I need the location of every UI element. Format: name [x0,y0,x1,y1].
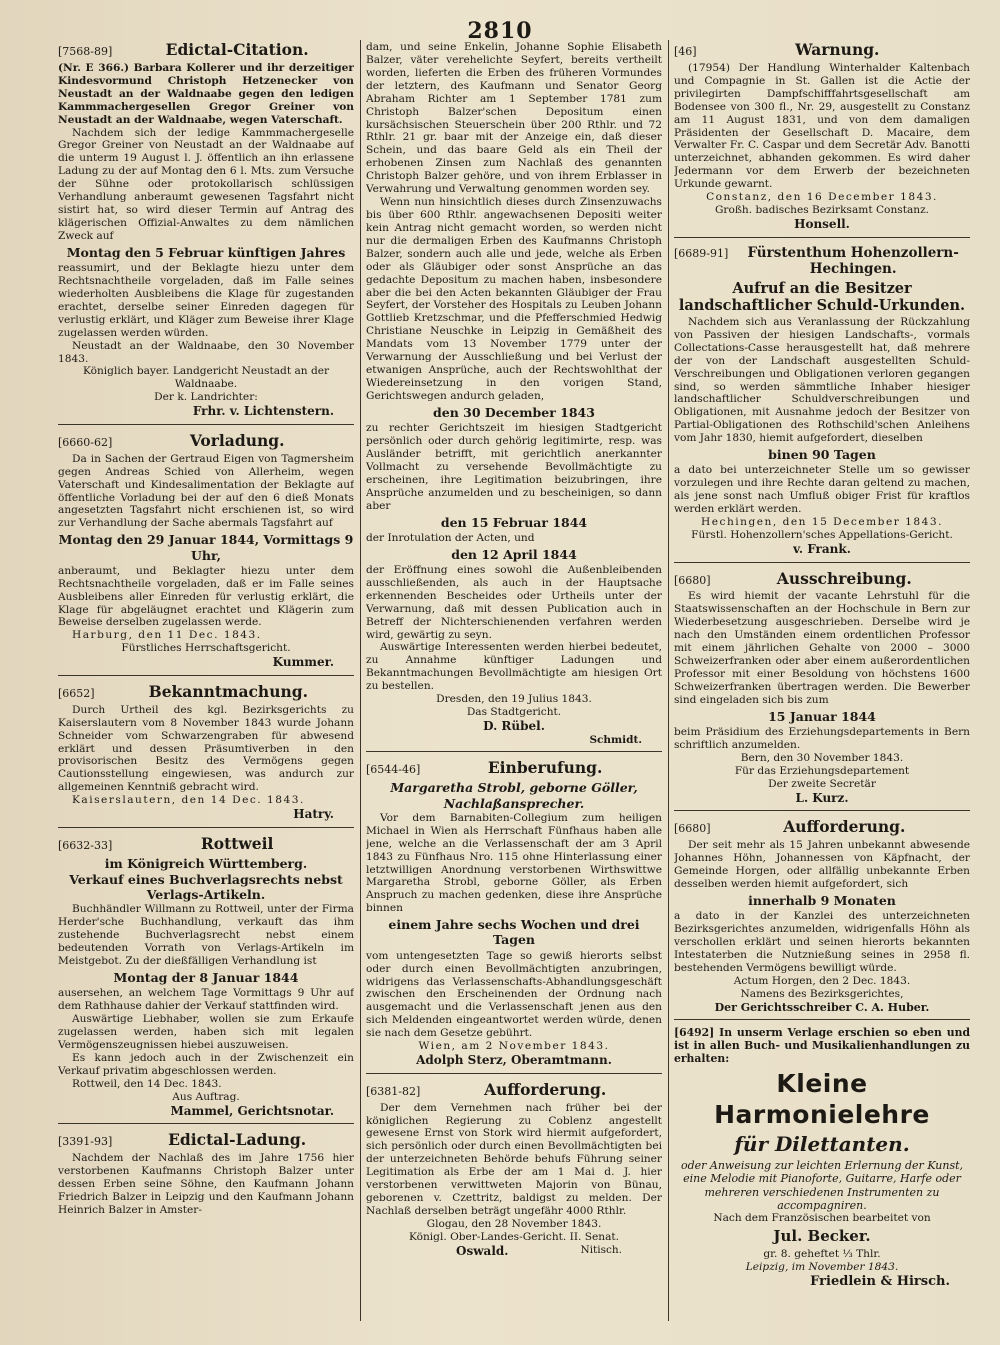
advert-author: Jul. Becker. [773,1227,871,1246]
notice-title: Warnung. [795,40,880,59]
notice-number: [3391-93] [58,1135,113,1149]
notice-court: Für das Erziehungsdepartement [734,764,910,777]
notice-title: Aufforderung. [484,1079,607,1099]
notice-subtitle: Aufruf an die Besitzer landschaftlicher Schuld-Urkunden. [678,279,966,315]
notice-signature: Hatry. [293,807,334,822]
advert-price: gr. 8. geheftet ⅓ Thlr. [763,1247,881,1260]
notice-number: [6660-62] [58,435,113,449]
notice-signature: Der Gerichtsschreiber C. A. Huber. [714,1000,930,1014]
notice-edictal-ladung [58,1128,354,1217]
column-rule [360,40,361,1321]
notice-number: [6381-82] [366,1084,421,1098]
notice-rottweil [58,832,354,1124]
notice-signature: Adolph Sterz, Oberamtmann. [416,1053,612,1068]
notice-number: [6544-46] [366,763,421,777]
notice-place: Constanz, den 16 December 1843. [706,191,938,204]
notice-subtitle: Verkauf eines Buchverlagsrechts nebst Verlags-Artikeln. [69,871,343,903]
notice-date: 15 Januar 1844 [768,708,876,724]
notice-date: innerhalb 9 Monaten [748,892,896,908]
notice-intro: (Nr. E 366.) Barbara Kollerer und ihr derzeitiger Kindesvormund Christoph Hetzenecker von Neustadt an der Waldnaabe gegen den ledigen Kammmachergesellen Gregor Greiner von Neustadt an der Waldnaabe, wegen Vaterschaft. [58,61,354,126]
notice-body: ausersehen, an welchem Tage Vormittags 9 Uhr auf dem Rathhause dahier der Verkauf stattfinden wird. [58,987,354,1013]
notice-body: Auswärtige Interessenten werden hierbei bedeutet, zu Annahme künftiger Ladungen und Bekanntmachungen Bevollmächtigte am hiesigen Ort zu bestellen. [366,641,662,693]
notice-aufforderung-stork [366,1078,662,1259]
notice-title: Rottweil [200,833,274,853]
notice-role: Der k. Landrichter: [154,391,258,404]
notice-court: Königlich bayer. Landgericht Neustadt an der Waldnaabe. [82,365,330,391]
notice-place: Dresden, den 19 Julius 1843. [436,693,592,706]
notice-court: Das Stadtgericht. [466,706,562,719]
notice-hohenzollern [674,242,970,563]
notice-body: a dato bei unterzeichneter Stelle um so gewisser vorzulegen und ihre Rechte daran geltend zu machen, als jene sonst nach Umfluß obiger Frist für kraftlos werden erklärt werden. [674,464,970,516]
notice-body: der Inrotulation der Acten, und [366,531,535,544]
notice-body: Vor dem Barnabiten-Collegium zum heiligen Michael in Wien als Herrschaft Fünfhaus haben alle jene, welche an die Verlassenschaft der am 3 April 1843 zu Fünfhaus Nro. 115 ohne Hinterlassung einer letztwilligen Anordnung verstorbenen Wirthswittwe Margaretha Strobl, geborne Göller, als Erben Anspruch zu machen gedenken, diese ihre Ansprüche binnen [366,811,662,915]
notice-title: Edictal-Citation. [165,40,309,59]
notice-body: vom untengesetzten Tage so gewiß hierorts selbst oder durch einen Bevollmächtigten anzubringen, widrigens das Verlassenschafts-Abhandlungsgeschäft zwischen den Erscheinenden der Ordnung nach ausgemacht und die Verlassenschaft jenen aus den sich Meldenden eingeantwortet werden würde, denen sie nach dem Gesetze gebührt. [366,949,662,1040]
notice-number: [46] [674,45,697,58]
notice-signature: Mammel, Gerichtsnotar. [170,1103,334,1118]
advert-title: Kleine Harmonielehre [714,1069,930,1129]
notice-title: Vorladung. [189,430,285,450]
notice-body: Wenn nun hinsichtlich dieses durch Zinsenzuwachs bis über 600 Rthlr. angewachsenen Depositi weiter kein Antrag nicht gemacht worden, so werden nicht nur die dermaligen Erben des Kaufmanns Christoph Balzer, sondern auch alle und jede, welche als Erben oder als Gläubiger oder sonst Ansprüche an das gedachte Depositum zu machen haben, insbesondere aber die bei den Acten bekannten Gläubiger der Frau Seyfert, der Vorsteher des Hospitals zu Leuben Johann Gottlieb Kretzschmar, und die Pfefferschmied Hedwig Christiane Neuschke in Leipzig in Gemäßheit des Mandats vom 13 November 1779 unter der Verwarnung der Ausschließung und bei Verlust der etwanigen Ansprüche, auch der Rechtswohlthat der Wiedereinsetzung in den vorigen Stand, Gerichtswegen andurch geladen, [366,196,662,402]
column-middle [366,38,662,1325]
notice-signature: Honsell. [794,216,850,231]
notice-date: den 15 Februar 1844 [440,514,588,530]
notice-court: Aus Auftrag. [172,1090,240,1103]
advert-harmonielehre [674,1024,970,1289]
notice-body: dam, und seine Enkelin, Johanne Sophie Elisabeth Balzer, väter verehelichte Seyfert, bereits vertheilt worden, lieferten die Erben des früheren Vormundes der letztern, des Kaufmann und Senator Georg Abraham Richter am 1 September 1781 zum Christoph Balzer'schen Depositum einen kursächsischen Steuerschein über 200 Rthlr. und 72 Rthlr. 21 gr. baar mit der Anzeige ein, daß dieser Schein, und das baare Geld als ein Theil der erhobenen Zinsen zum Nachlaß des genannten Christoph Balzer gehöre, und von ihrem Erblasser in Verwahrung und Verwaltung genommen worden sey. [366,41,662,196]
notice-aufforderung-hoehn [674,815,970,1020]
notice-date: Montag den 29 Januar 1844, Vormittags 9 Uhr, [58,532,354,563]
notice-number: [6632-33] [58,838,113,852]
notice-number: [7568-89] [58,45,113,58]
advert-subtitle: für Dilettanten. [734,1132,910,1157]
notice-signature: Kummer. [272,655,334,670]
notice-body: Durch Urtheil des kgl. Bezirksgerichts zu Kaiserslautern vom 8 November 1843 wurde Johann Schneider vom Schwarzengraben für abwesend erklärt und dessen Präsumtiverben in den provisorischen Besitz des Vermögens gegen Cautionsstellung eingewiesen, was andurch zur allgemeinen Kenntniß gebracht wird. [58,703,354,794]
notice-signature: v. Frank. [793,541,851,556]
notice-place: Actum Horgen, den 2 Dec. 1843. [733,974,911,987]
notice-body: Es kann jedoch auch in der Zwischenzeit ein Verkauf privatim abgeschlossen werden. [58,1051,354,1077]
advert-place: Leipzig, im November 1843. [745,1260,899,1273]
notice-date: den 30 December 1843 [433,404,595,420]
notice-date: den 12 April 1844 [451,546,577,562]
notice-body: Da in Sachen der Gertraud Eigen von Tagmersheim gegen Andreas Schied von Allerheim, wegen Vaterschaft und Kindesalimentation der Beklagte auf öffentliche Vorladung bei der auf den 6 dieß Monats angesetzten Tagsfahrt nicht erschienen ist, so wird zur Verhandlung der Sache abermals Tagsfahrt auf [58,452,354,530]
column-left [58,38,354,1325]
notice-body: Auswärtige Liebhaber, wollen sie zum Erkaufe zugelassen werden, haben sich mit legalen Vermögenszeugnissen hiebei auszuweisen. [58,1013,354,1051]
notice-number: [6680] [674,573,711,587]
notice-number: [6689-91] [674,246,729,260]
notice-place: Hechingen, den 15 December 1843. [701,516,943,529]
notice-body: Der seit mehr als 15 Jahren unbekannt abwesende Johannes Höhn, Johannessen von Käpfnacht, der Gemeinde Horgen, oder allfällig unbekannte Erben desselben werden hiemit aufgefordert, sich [674,839,970,890]
notice-body: Es wird hiemit der vacante Lehrstuhl für die Staatswissenschaften an der Hochschule in Bern zur Wiederbesetzung ausgeschrieben. Derselbe wird je nach den Umständen einem ordentlichen Professor mit einem jährlichen Gehalte von 2000 – 3000 Schweizerfranken oder aber einem außerordentlichen Professor mit einer Besoldung von höchstens 1600 Schweizerfranken übertragen werden. Die Bewerber sind eingeladen sich bis zum [674,590,970,706]
notice-place: Rottweil, den 14 Dec. 1843. [72,1077,222,1090]
notice-number: [6652] [58,686,95,700]
notice-role: Der zweite Secretär [768,777,876,790]
notice-signature: L. Kurz. [795,790,849,805]
notice-bekanntmachung [58,680,354,828]
notice-body: Nachdem sich der ledige Kammmachergeselle Gregor Greiner von Neustadt an der Waldnaabe auf die unterm 19 August l. J. öffentlich an ihn erlassene Ladung zu der auf Montag den 6 l. Mts. zum Versuche der Sühne oder protokollarisch schlüssigen Verhandlung anberaumt gewesenen Tagsfahrt nicht sistirt hat, so wird dieser Termin auf Antrag des klägerischen Offizial-Anwaltes zu dem nämlichen Zweck auf [58,126,354,242]
notice-title: Ausschreibung. [776,568,912,588]
notice-body: Der dem Vernehmen nach früher bei der königlichen Regierung zu Coblenz angestellt gewesene Ernst von Stork wird hiermit aufgefordert, sich persönlich oder durch einen Bevollmächtigten bei der unterzeichneten Behörde behufs Führung seiner Legitimation als Erbe der am 1 Mai d. J. hier verstorbenen verwittweten Majorin von Bünau, geborenen v. Czettritz, baldigst zu melden. Der Nachlaß derselben beträgt ungefähr 4000 Rthlr. [366,1101,662,1217]
notice-signature: Nitisch. [580,1243,622,1256]
notice-signature: D. Rübel. [483,719,545,733]
notice-body: beim Präsidium des Erziehungsdepartements in Bern schriftlich anzumelden. [674,725,970,751]
notice-body: der Eröffnung eines sowohl die Außenbleibenden ausschließenden, als auch in der Hauptsache erkennenden Bescheides oder Urtheils unter der Verwarnung, daß mit dessen Publication auch in Betreff der Nichterschienenden verfahren werden wird, gewärtig zu seyn. [366,563,662,641]
notice-title: Einberufung. [487,758,603,778]
notice-edictal-ladung-continued [366,38,662,752]
notice-edictal-citation [58,38,354,425]
notice-date: einem Jahre sechs Wochen und drei Tagen [388,917,640,948]
advert-after: Nach dem Französischen bearbeitet von [713,1212,931,1225]
notice-date: Montag den 5 Februar künftigen Jahres [66,244,346,260]
notice-body: reassumirt, und der Beklagte hiezu unter dem Rechtsnachtheile vorgeladen, daß im Falle seines wiederholten Ausbleibens die Klage für zugestanden erachtet, derselbe seiner Einreden dagegen für verlustig erklärt, und Kläger zum Beweise ihrer Klage zugelassen werden würden. [58,262,354,339]
advert-description: oder Anweisung zur leichten Erlernung der Kunst, eine Melodie mit Pianoforte, Guitarre, Harfe oder mehreren verschiedenen Instrumenten zu accompagniren. [680,1158,964,1213]
page-number: 2810 [467,18,533,44]
notice-signature: Oswald. [456,1243,509,1258]
notice-subtitle: Margaretha Strobl, geborne Göller, Nachlaßansprecher. [390,780,638,811]
notice-body: Nachdem sich aus Veranlassung der Rückzahlung von Passiven der hiesigen Landschafts-, vormals Collectations-Casse herausgestellt hat, daß mehrere der von der Landschaft ausgestellten Schuld-Verschreibungen und Obligationen verloren gegangen sind, so werden sämmtliche Inhaber hiesiger landschaftlicher Schuldverschreibungen und Obligationen, mit Ausnahme jedoch der Besitzer von Partial-Obligationen des Rothschild'schen Anleihens vom Jahr 1830, hiemit aufgefordert, dieselben [674,315,970,445]
notice-body: zu rechter Gerichtszeit im hiesigen Stadtgericht persönlich oder durch gehörig legitimirte, resp. was Ausländer betrifft, mit gerichtlich anerkannter Vollmacht zu versehende Bevollmächtigte zu erscheinen, ihre Legitimation beizubringen, ihre Ansprüche anzumelden und zu bescheinigen, so dann aber [366,422,662,512]
notice-place: Neustadt an der Waldnaabe, den 30 November 1843. [58,339,354,365]
notice-title: Fürstenthum Hohenzollern-Hechingen. [747,244,959,278]
advert-intro-text: In unserm Verlage erschien so eben und ist in allen Buch- und Musikalienhandlungen zu erhalten: [674,1025,970,1066]
advert-intro [674,1026,970,1066]
notice-ausschreibung [674,567,970,812]
advert-publisher: Friedlein & Hirsch. [810,1273,950,1289]
notice-body: anberaumt, und Beklagter hiezu unter dem Rechtsnachtheile vorgeladen, daß er im Falle seines Ausbleibens aller Einreden für verlustig erklärt, die Klage für abgeläugnet erachtet und Klägerin zum Beweise derselben zugelassen werde. [58,564,354,629]
notice-court: Fürstl. Hohenzollern'sches Appellations-Gericht. [691,528,953,541]
notice-vorladung [58,429,354,676]
notice-place: Harburg, den 11 Dec. 1843. [72,629,262,642]
notice-subtitle: im Königreich Württemberg. [104,855,308,871]
notice-body: Nachdem der Nachlaß des im Jahre 1756 hier verstorbenen Kaufmanns Christoph Balzer unter dessen Erben seine Söhne, den Kaufmann Johann Friedrich Balzer in Leipzig und den Kaufmann Johann Heinrich Balzer in Amster- [58,1152,354,1216]
notice-number: [6680] [674,822,711,836]
notice-place: Bern, den 30 November 1843. [740,751,904,764]
notice-place: Glogau, den 28 November 1843. [426,1217,602,1230]
notice-court: Fürstliches Herrschaftsgericht. [121,642,291,655]
notice-place: Kaiserslautern, den 14 Dec. 1843. [72,794,305,807]
notice-date: binen 90 Tagen [768,447,876,463]
notice-court: Königl. Ober-Landes-Gericht. II. Senat. [408,1230,620,1243]
notice-signature: Schmidt. [589,733,642,746]
notice-place: Wien, am 2 November 1843. [418,1040,610,1053]
notice-body: Buchhändler Willmann zu Rottweil, unter der Firma Herder'sche Buchhandlung, verkauft das ihm zustehende Buchverlagsrecht nebst einem bedeutenden Vorrath von Verlags-Artikeln im Meistgebot. Zu der dießfälligen Verhandlung ist [58,903,354,968]
notice-signature: Frhr. v. Lichtenstern. [192,404,334,419]
notice-body: a dato in der Kanzlei des unterzeichneten Bezirksgerichtes anzumelden, widrigenfalls Höhn als verschollen erklärt und seinen hierorts bekannten Intestaterben die Nutznießung seines in 2958 fl. bestehenden Vermögens bewilligt würde. [674,910,970,974]
column-right [674,38,970,1325]
notice-einberufung [366,756,662,1073]
notice-date: Montag der 8 Januar 1844 [113,970,299,986]
notice-title: Edictal-Ladung. [168,1130,307,1150]
notice-title: Bekanntmachung. [148,681,308,701]
notice-number: [6492] [674,1025,715,1039]
notice-court: Namens des Bezirksgerichtes, [740,987,904,1000]
column-rule [668,40,669,1321]
notice-court: Großh. badisches Bezirksamt Constanz. [714,204,930,217]
notice-warnung [674,38,970,238]
notice-body: (17954) Der Handlung Winterhalder Kaltenbach und Compagnie in St. Gallen ist die Actie der privilegirten Dampfschifffahrtsgesellschaft am Bodensee von 300 fl., Nr. 29, ausgestellt zu Constanz am 11 August 1831, und von dem damaligen Präsidenten der Gesellschaft D. Macaire, dem Verwalter Fr. C. Caspar und dem Secretär Adv. Banotti unterzeichnet, abhanden gekommen. Es wird daher Jedermann vor dem Erwerb der bezeichneten Urkunde gewarnt. [674,61,970,191]
notice-title: Aufforderung. [783,817,906,837]
